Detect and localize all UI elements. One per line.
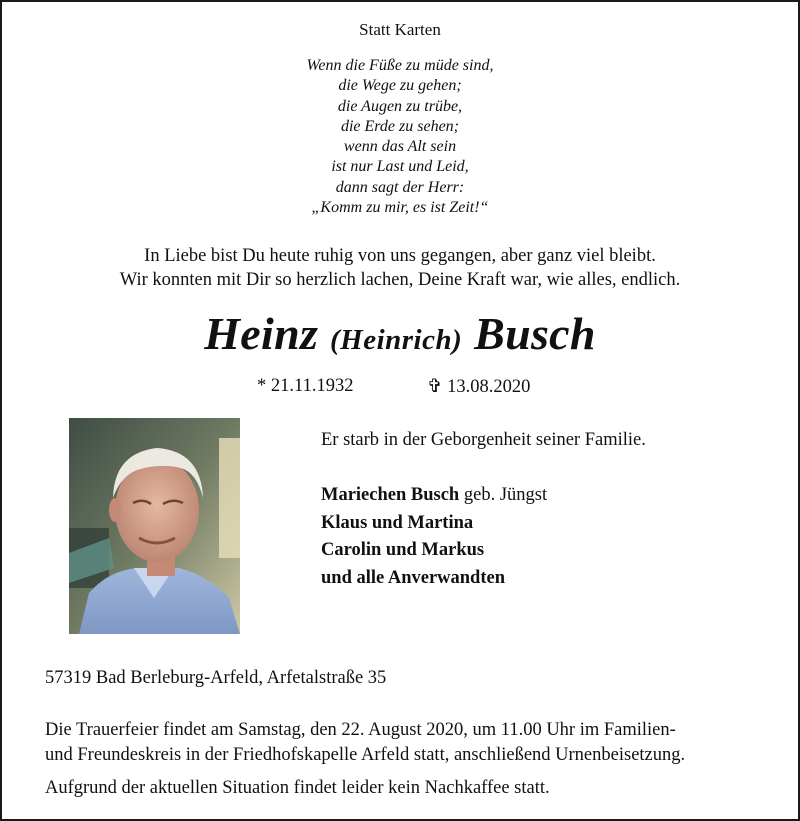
family-list (321, 482, 547, 592)
funeral-line-1: Die Trauerfeier findet am Samstag, den 22. August 2020, um 11.00 Uhr im Familien- (45, 720, 676, 740)
poem (2, 56, 798, 218)
maiden-name: geb. Jüngst (459, 485, 548, 505)
first-name: Heinz (204, 308, 319, 359)
poem-line: die Erde zu sehen; (340, 117, 460, 135)
funeral-text (45, 718, 685, 767)
middle-name: (Heinrich) (330, 324, 463, 356)
funeral-line-2: und Freundeskreis in der Friedhofskapelle Arfeld statt, anschließend Urnenbeisetzung. (45, 744, 686, 765)
last-name: Busch (474, 308, 596, 359)
family-member-name: Mariechen Busch (321, 485, 460, 505)
family-line-4: und alle Anverwandten (321, 567, 506, 588)
portrait-photo (69, 418, 240, 634)
family-line-3: Carolin und Markus (321, 540, 485, 560)
intro-text (2, 244, 798, 292)
death-date: ✞ 13.08.2020 (427, 377, 531, 397)
poem-line: die Augen zu trübe, (337, 97, 463, 115)
poem-line: die Wege zu gehen; (338, 77, 462, 95)
family-line-2: Klaus und Martina (321, 512, 474, 533)
deceased-name (2, 307, 798, 360)
poem-line: wenn das Alt sein (343, 138, 457, 156)
poem-line: Wenn die Füße zu müde sind, (306, 57, 494, 74)
poem-line: „Komm zu mir, es ist Zeit!“ (311, 199, 489, 217)
intro-line-2: Wir konnten mit Dir so herzlich lachen, Deine Kraft war, wie alles, endlich. (119, 270, 681, 290)
poem-line: ist nur Last und Leid, (331, 158, 469, 176)
header-text: Statt Karten (359, 20, 441, 39)
address-text: 57319 Bad Berleburg-Arfeld, Arfetalstraße 35 (45, 668, 387, 688)
family-line-1 (321, 482, 547, 510)
note-text: Aufgrund der aktuellen Situation findet leider kein Nachkaffee statt. (45, 778, 550, 798)
intro-line-1: In Liebe bist Du heute ruhig von uns gegangen, aber ganz viel bleibt. (144, 246, 656, 266)
statement-text: Er starb in der Geborgenheit seiner Familie. (321, 430, 646, 450)
birth-date: * 21.11.1932 (257, 376, 354, 396)
poem-line: dann sagt der Herr: (335, 178, 465, 196)
